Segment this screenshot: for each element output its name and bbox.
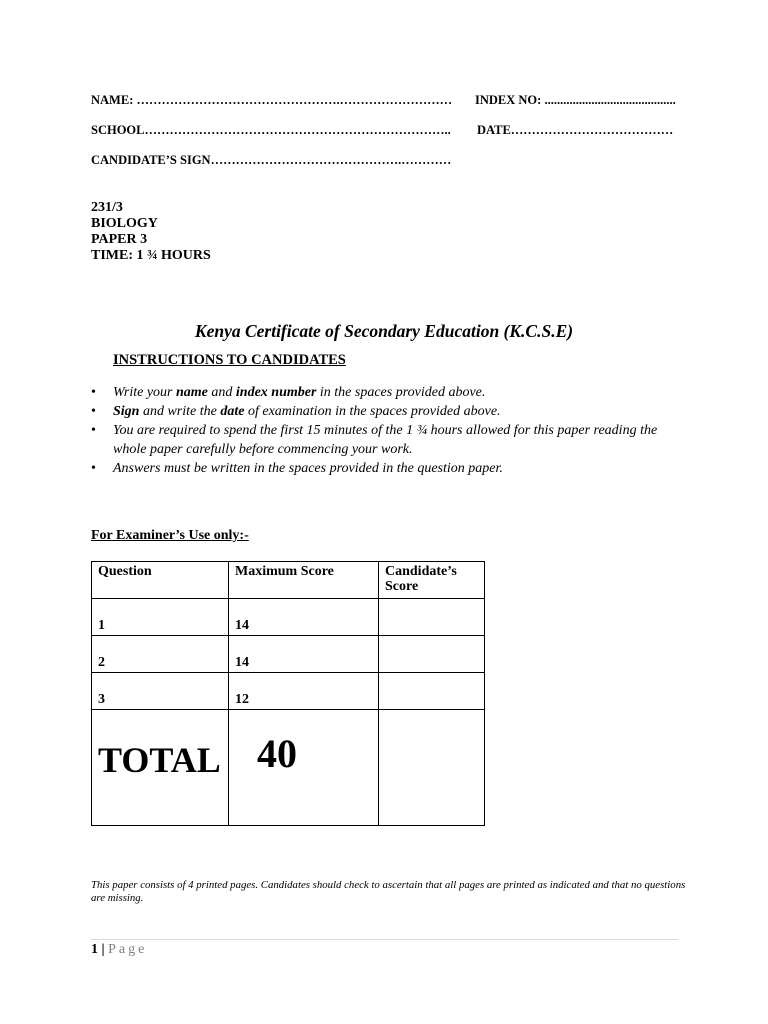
name-field: NAME: ………………………………………….……………………… (91, 93, 453, 107)
total-max-cell (229, 710, 379, 826)
table-row (92, 673, 485, 710)
score-table (91, 561, 485, 826)
max-score-cell: 14 (229, 636, 379, 673)
question-number-cell: 1 (92, 599, 229, 636)
table-header-row (92, 562, 485, 599)
paper-code: 231/3 (91, 200, 123, 215)
page-count-note: This paper consists of 4 printed pages. Candidates should check to ascertain that all pages are printed as indicated and that no questions are missing. (91, 879, 686, 904)
examiner-heading: For Examiner’s Use only:- (91, 528, 249, 543)
paper-time: TIME: 1 ¾ HOURS (91, 248, 211, 263)
table-row (92, 636, 485, 673)
page-word: Page (108, 942, 148, 957)
max-score-cell: 12 (229, 673, 379, 710)
instructions-heading: INSTRUCTIONS TO CANDIDATES (113, 352, 346, 368)
instruction-item: • Write your name and index number in the spaces provided above. (91, 383, 671, 402)
candidate-score-cell[interactable] (379, 599, 485, 636)
school-field: SCHOOL……………………………………………………………….. (91, 123, 451, 137)
paper-number: PAPER 3 (91, 232, 148, 247)
total-candidate-score-cell[interactable] (379, 710, 485, 826)
page-separator: | (101, 942, 105, 957)
question-number-cell: 2 (92, 636, 229, 673)
column-header-question: Question (92, 562, 229, 599)
total-label: TOTAL (98, 740, 221, 780)
date-field: DATE………………………………… (477, 123, 674, 137)
total-max-score: 40 (257, 731, 297, 776)
index-number-field: INDEX NO: .......................................... (475, 93, 676, 107)
page-number: 1 (91, 942, 98, 957)
total-label-cell (92, 710, 229, 826)
instruction-item: • Sign and write the date of examination in the spaces provided above. (91, 402, 671, 421)
footer-divider (91, 939, 678, 940)
paper-subject: BIOLOGY (91, 216, 158, 231)
column-header-candidate-score: Candidate’s Score (379, 562, 485, 599)
instructions-list (91, 383, 671, 478)
instruction-item: • Answers must be written in the spaces provided in the question paper. (91, 459, 671, 478)
exam-title: Kenya Certificate of Secondary Education (K.C.S.E) (194, 321, 574, 341)
table-row (92, 599, 485, 636)
column-header-maximum-score: Maximum Score (229, 562, 379, 599)
instruction-item: • You are required to spend the first 15 minutes of the 1 ¾ hours allowed for this paper reading the whole paper carefully before commencing your work. (91, 421, 671, 459)
candidate-score-cell[interactable] (379, 636, 485, 673)
total-row (92, 710, 485, 826)
question-number-cell: 3 (92, 673, 229, 710)
candidate-sign-field: CANDIDATE’S SIGN……………………………………….………… (91, 153, 452, 167)
max-score-cell: 14 (229, 599, 379, 636)
page-footer (91, 942, 147, 958)
candidate-score-cell[interactable] (379, 673, 485, 710)
